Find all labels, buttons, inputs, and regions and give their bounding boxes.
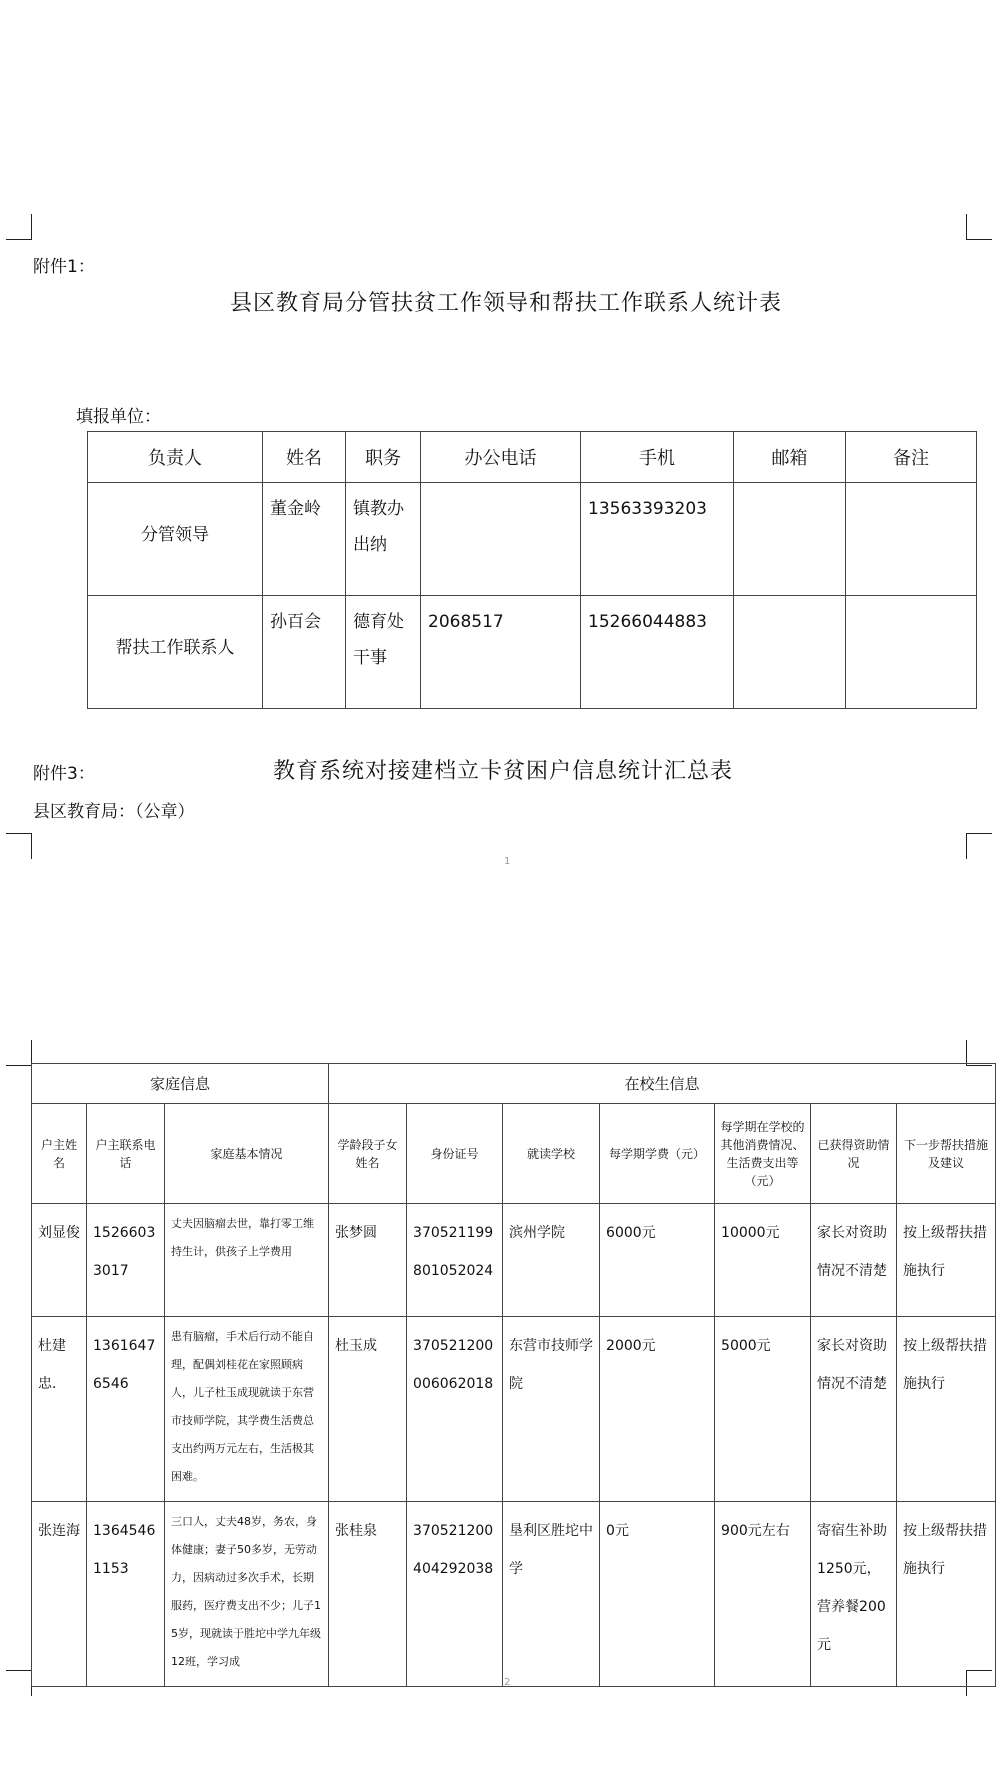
crop-mark (6, 1040, 32, 1066)
attachment-label: 附件1： (33, 257, 95, 277)
name-cell: 孙百会 (263, 596, 346, 709)
page-number: 2 (504, 1677, 511, 1688)
school-cell: 滨州学院 (503, 1204, 600, 1317)
tuition-cell: 0元 (600, 1502, 715, 1687)
group-header-row (32, 1064, 996, 1104)
other-expense-cell: 900元左右 (715, 1502, 811, 1687)
column-header: 职务 (346, 432, 421, 483)
head-name-cell: 张连海 (32, 1502, 87, 1687)
column-header: 已获得资助情况 (811, 1104, 897, 1204)
role-cell: 帮扶工作联系人 (88, 596, 263, 709)
position-cell: 德育处干事 (346, 596, 421, 709)
family-situation-cell: 患有脑瘤，手术后行动不能自理，配偶刘桂花在家照顾病人，儿子杜玉成现就读于东营市技师学院，其学费生活费总支出约两万元左右，生活极其困难。 (165, 1317, 329, 1502)
id-number-cell: 370521200404292038 (407, 1502, 503, 1687)
table-header-row (88, 432, 977, 483)
office-phone-cell (421, 483, 581, 596)
position-cell: 镇教办出纳 (346, 483, 421, 596)
mobile-cell: 13563393203 (581, 483, 734, 596)
next-step-cell: 按上级帮扶措施执行 (897, 1317, 996, 1502)
column-header: 备注 (846, 432, 977, 483)
column-header: 户主联系电话 (87, 1104, 165, 1204)
column-header: 下一步帮扶措施及建议 (897, 1104, 996, 1204)
unit-label: 填报单位： (76, 407, 161, 427)
attachment3-label: 附件3： (33, 764, 95, 784)
column-header: 家庭基本情况 (165, 1104, 329, 1204)
aid-cell: 家长对资助情况不清楚 (811, 1317, 897, 1502)
column-header: 身份证号 (407, 1104, 503, 1204)
other-expense-cell: 10000元 (715, 1204, 811, 1317)
table-row (32, 1502, 996, 1687)
next-step-cell: 按上级帮扶措施执行 (897, 1502, 996, 1687)
column-header: 户主姓名 (32, 1104, 87, 1204)
child-name-cell: 杜玉成 (329, 1317, 407, 1502)
school-cell: 东营市技师学院 (503, 1317, 600, 1502)
office-phone-cell: 2068517 (421, 596, 581, 709)
crop-mark (6, 833, 32, 859)
id-number-cell: 370521200006062018 (407, 1317, 503, 1502)
id-number-cell: 370521199801052024 (407, 1204, 503, 1317)
column-header: 负责人 (88, 432, 263, 483)
head-name-cell: 刘显俊 (32, 1204, 87, 1317)
table-row (88, 596, 977, 709)
table-row (32, 1204, 996, 1317)
column-header: 学龄段子女姓名 (329, 1104, 407, 1204)
email-cell (734, 596, 846, 709)
note-cell (846, 596, 977, 709)
mobile-cell: 15266044883 (581, 596, 734, 709)
crop-mark (966, 214, 992, 240)
aid-cell: 寄宿生补助1250元，营养餐200元 (811, 1502, 897, 1687)
column-header: 邮箱 (734, 432, 846, 483)
group-header-student: 在校生信息 (329, 1064, 996, 1104)
column-header: 就读学校 (503, 1104, 600, 1204)
role-cell: 分管领导 (88, 483, 263, 596)
column-header: 办公电话 (421, 432, 581, 483)
page-number: 1 (504, 856, 511, 867)
column-header: 每学期学费（元） (600, 1104, 715, 1204)
phone-cell: 15266033017 (87, 1204, 165, 1317)
poverty-household-table (31, 1063, 996, 1687)
column-header: 姓名 (263, 432, 346, 483)
column-header: 手机 (581, 432, 734, 483)
other-expense-cell: 5000元 (715, 1317, 811, 1502)
head-name-cell: 杜建忠. (32, 1317, 87, 1502)
page-title: 县区教育局分管扶贫工作领导和帮扶工作联系人统计表 (230, 291, 783, 316)
crop-mark (6, 1670, 32, 1696)
family-situation-cell: 丈夫因脑瘤去世，靠打零工维持生计，供孩子上学费用 (165, 1204, 329, 1317)
tuition-cell: 6000元 (600, 1204, 715, 1317)
family-situation-cell: 三口人，丈夫48岁，务农，身体健康；妻子50多岁，无劳动力，因病动过多次手术，长期服药，医疗费支出不少；儿子15岁，现就读于胜坨中学九年级12班，学习成 (165, 1502, 329, 1687)
aid-cell: 家长对资助情况不清楚 (811, 1204, 897, 1317)
child-name-cell: 张桂泉 (329, 1502, 407, 1687)
phone-cell: 13645461153 (87, 1502, 165, 1687)
school-cell: 垦利区胜坨中学 (503, 1502, 600, 1687)
tuition-cell: 2000元 (600, 1317, 715, 1502)
summary-table-title: 教育系统对接建档立卡贫困户信息统计汇总表 (273, 759, 734, 784)
child-name-cell: 张梦圆 (329, 1204, 407, 1317)
group-header-family: 家庭信息 (32, 1064, 329, 1104)
email-cell (734, 483, 846, 596)
crop-mark (6, 214, 32, 240)
phone-cell: 13616476546 (87, 1317, 165, 1502)
note-cell (846, 483, 977, 596)
column-header: 每学期在学校的其他消费情况、生活费支出等（元） (715, 1104, 811, 1204)
name-cell: 董金岭 (263, 483, 346, 596)
crop-mark (966, 833, 992, 859)
table-row (88, 483, 977, 596)
bureau-label: 县区教育局：（公章） (33, 802, 195, 822)
next-step-cell: 按上级帮扶措施执行 (897, 1204, 996, 1317)
table-row (32, 1317, 996, 1502)
leader-contact-table (87, 431, 977, 709)
table-header-row (32, 1104, 996, 1204)
